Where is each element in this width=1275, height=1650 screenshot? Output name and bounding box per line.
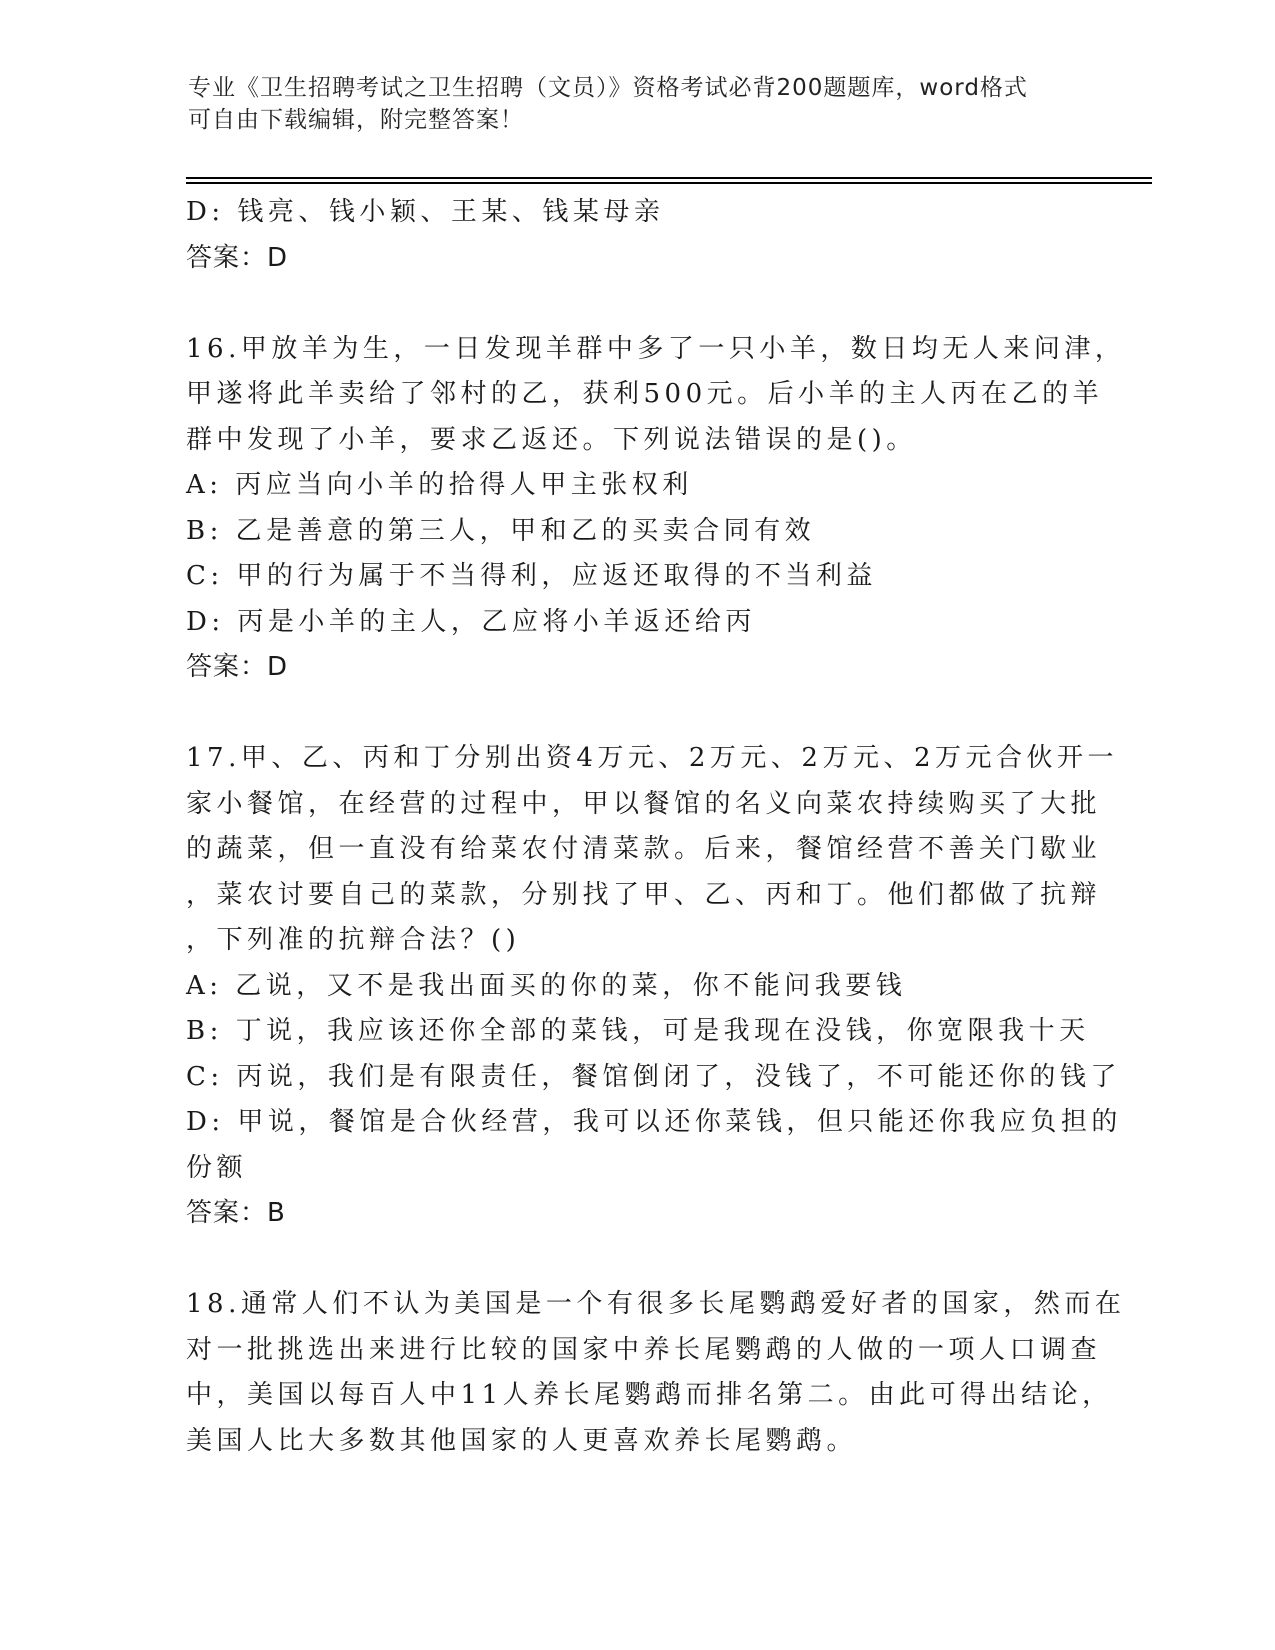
question-line: ，菜农讨要自己的菜款，分别找了甲、乙、丙和丁。他们都做了抗辩 xyxy=(186,879,1102,910)
question-line: 18.通常人们不认为美国是一个有很多长尾鹦鹉爱好者的国家，然而在 xyxy=(186,1289,1126,1319)
question-line: 中，美国以每百人中11人养长尾鹦鹉而排名第二。由此可得出结论， xyxy=(186,1380,1113,1410)
answer-line: 答案：D xyxy=(186,242,289,273)
question-line: 群中发现了小羊，要求乙返还。下列说法错误的是()。 xyxy=(186,424,917,455)
question-line: B: 乙是善意的第三人，甲和乙的买卖合同有效 xyxy=(186,515,816,546)
document-header xyxy=(188,72,1088,136)
question-line: B: 丁说，我应该还你全部的菜钱，可是我现在没钱，你宽限我十天 xyxy=(186,1016,1090,1046)
question-line: 对一批挑选出来进行比较的国家中养长尾鹦鹉的人做的一项人口调查 xyxy=(186,1334,1102,1365)
header-line-2: 可自由下载编辑，附完整答案！ xyxy=(188,107,524,133)
question-line: D: 钱亮、钱小颖、王某、钱某母亲 xyxy=(186,197,665,227)
question-line: C: 甲的行为属于不当得利，应返还取得的不当利益 xyxy=(186,561,877,591)
question-line: 的蔬菜，但一直没有给菜农付清菜款。后来，餐馆经营不善关门歇业 xyxy=(186,834,1102,864)
question-block-q15-tail xyxy=(186,190,1086,281)
header-divider-bottom xyxy=(186,182,1152,184)
question-line: D: 甲说，餐馆是合伙经营，我可以还你菜钱，但只能还你我应负担的 xyxy=(186,1107,1122,1137)
question-block-q18 xyxy=(186,1282,1126,1464)
block-spacer xyxy=(186,691,1086,737)
answer-line: 答案：D xyxy=(186,652,289,682)
block-spacer xyxy=(186,1237,1086,1283)
question-line: 甲遂将此羊卖给了邻村的乙，获利500元。后小羊的主人丙在乙的羊 xyxy=(186,379,1104,409)
header-divider-top xyxy=(186,177,1152,179)
question-content xyxy=(186,190,1126,1464)
question-block-q17 xyxy=(186,736,1122,1237)
answer-line: 答案：B xyxy=(186,1198,286,1228)
question-line: 份额 xyxy=(186,1152,248,1183)
question-line: 17.甲、乙、丙和丁分别出资4万元、2万元、2万元、2万元合伙开一 xyxy=(186,743,1119,773)
block-spacer xyxy=(186,281,1086,327)
question-line: 家小餐馆，在经营的过程中，甲以餐馆的名义向菜农持续购买了大批 xyxy=(186,788,1102,819)
question-block-q16 xyxy=(186,327,1126,691)
question-line: 美国人比大多数其他国家的人更喜欢养长尾鹦鹉。 xyxy=(186,1425,858,1456)
header-line-1: 专业《卫生招聘考试之卫生招聘（文员）》资格考试必背200题题库，word格式 xyxy=(188,75,1028,101)
question-line: ，下列准的抗辩合法？() xyxy=(186,925,521,955)
question-line: 16.甲放羊为生，一日发现羊群中多了一只小羊，数日均无人来问津， xyxy=(186,333,1126,364)
question-line: C: 丙说，我们是有限责任，餐馆倒闭了，没钱了，不可能还你的钱了 xyxy=(186,1061,1121,1092)
question-line: D: 丙是小羊的主人，乙应将小羊返还给丙 xyxy=(186,606,756,637)
question-line: A: 丙应当向小羊的拾得人甲主张权利 xyxy=(186,470,693,500)
question-line: A: 乙说，又不是我出面买的你的菜，你不能问我要钱 xyxy=(186,970,907,1001)
